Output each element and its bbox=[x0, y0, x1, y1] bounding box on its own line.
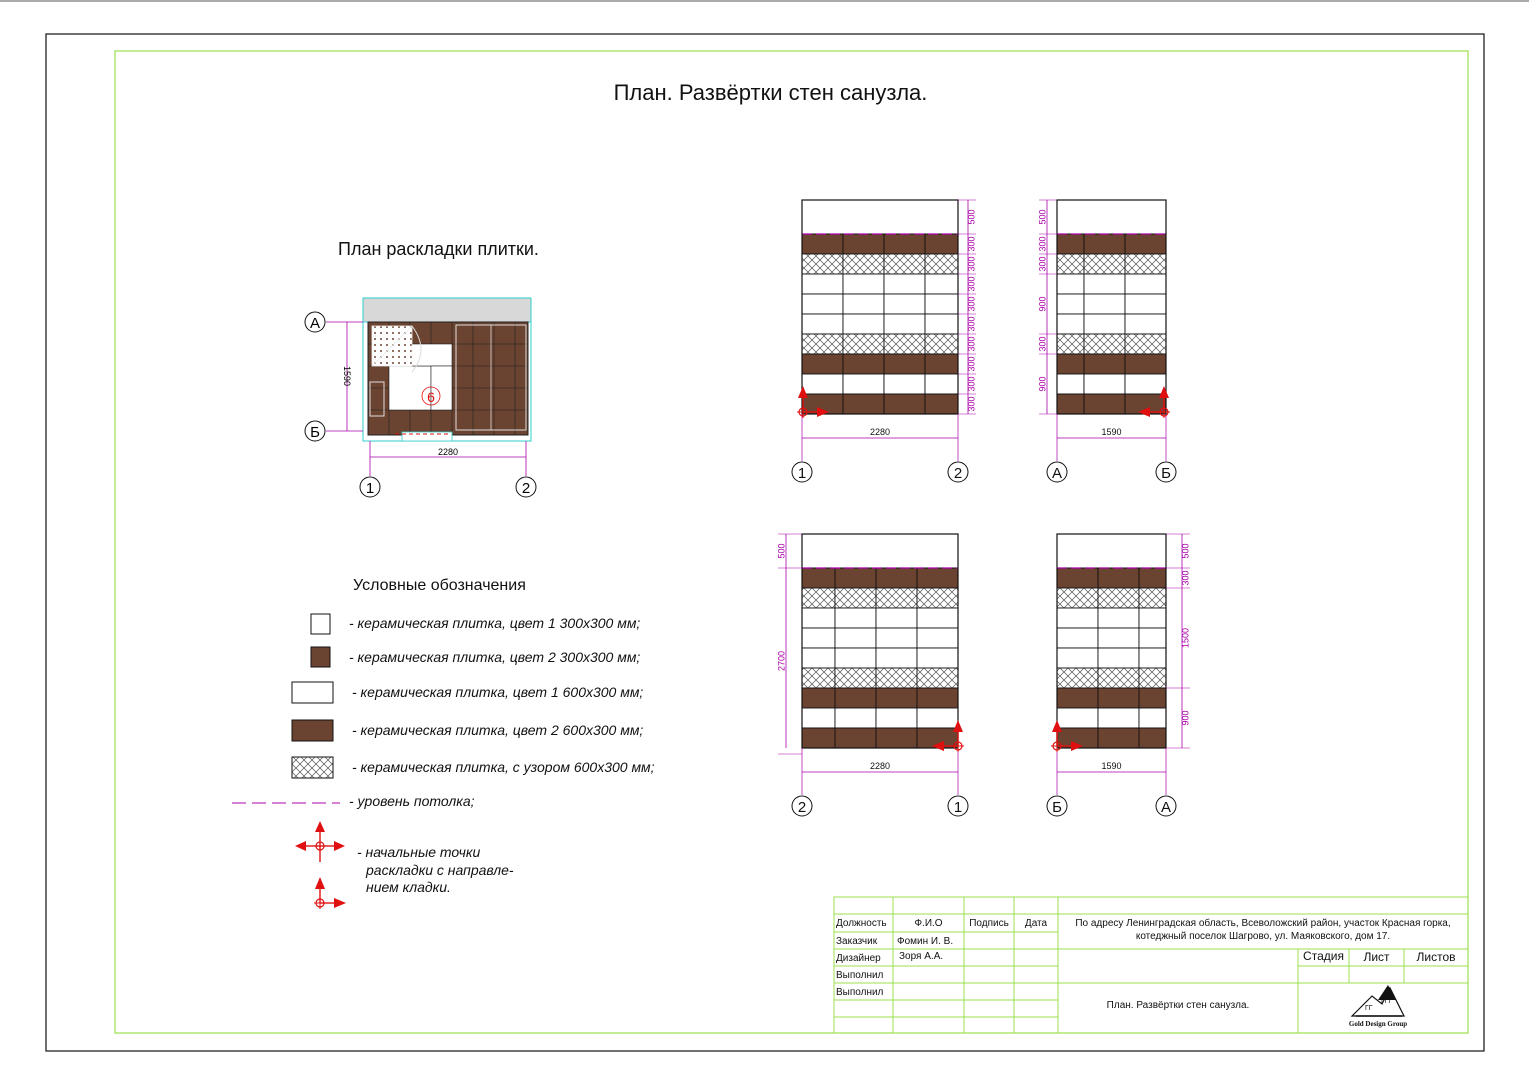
tile bbox=[843, 314, 884, 334]
stamp-role: Дизайнер bbox=[836, 953, 881, 964]
tile bbox=[1084, 254, 1125, 274]
wall-blank-zone bbox=[1057, 534, 1166, 568]
svg-text:ГГГ: ГГГ bbox=[1381, 998, 1393, 1005]
dimension-label: 900 bbox=[1180, 710, 1191, 726]
tile bbox=[1084, 394, 1125, 414]
marker-corner-icon bbox=[314, 877, 346, 909]
tile bbox=[843, 394, 884, 414]
dimension-label: 500 bbox=[776, 543, 787, 559]
legend-start-line-2: раскладки с направле- bbox=[366, 862, 514, 878]
legend-item-white-600: - керамическая плитка, цвет 1 600х300 мм; bbox=[352, 684, 644, 700]
tile bbox=[802, 588, 835, 608]
legend-item-brown-300: - керамическая плитка, цвет 2 300х300 мм; bbox=[349, 649, 641, 665]
stamp-header-position: Должность bbox=[836, 918, 887, 929]
swatch-white-300 bbox=[311, 614, 330, 634]
tile bbox=[925, 314, 958, 334]
elevation-wall-B-A bbox=[1047, 534, 1190, 816]
tile-layout-plan bbox=[305, 298, 536, 497]
tile bbox=[835, 648, 876, 668]
tile bbox=[884, 374, 925, 394]
dimension-label: 300 bbox=[1037, 256, 1048, 272]
tile bbox=[1057, 668, 1098, 688]
tile bbox=[1098, 668, 1139, 688]
tile bbox=[843, 354, 884, 374]
tile bbox=[1084, 274, 1125, 294]
tile bbox=[1139, 628, 1166, 648]
tile bbox=[925, 274, 958, 294]
dimension-label: 300 bbox=[966, 256, 977, 272]
tile bbox=[876, 648, 917, 668]
wall-elevations bbox=[776, 200, 1190, 816]
stamp-person: Фомин И. В. bbox=[897, 936, 954, 947]
tile bbox=[925, 354, 958, 374]
tile bbox=[876, 708, 917, 728]
legend-item-white-300: - керамическая плитка, цвет 1 300х300 мм; bbox=[349, 615, 641, 631]
plan-axis-b: Б bbox=[310, 424, 320, 441]
width-dimension-label: 2280 bbox=[869, 427, 891, 437]
plan-subtitle: План раскладки плитки. bbox=[338, 239, 539, 259]
stamp-role: Выполнил bbox=[836, 970, 884, 981]
tile bbox=[1139, 728, 1166, 748]
tile bbox=[917, 628, 958, 648]
tile bbox=[1125, 354, 1166, 374]
tile bbox=[876, 668, 917, 688]
tile bbox=[1139, 588, 1166, 608]
axis-label: 2 bbox=[797, 799, 807, 816]
legend-swatches bbox=[232, 614, 340, 803]
width-dimension-label: 1590 bbox=[1101, 427, 1122, 437]
tile bbox=[1139, 668, 1166, 688]
tile bbox=[843, 274, 884, 294]
dimension-label: 300 bbox=[966, 316, 977, 332]
legend-item-brown-600: - керамическая плитка, цвет 2 600х300 мм; bbox=[352, 722, 644, 738]
tile bbox=[802, 274, 843, 294]
svg-text:ГГ: ГГ bbox=[1365, 1005, 1373, 1012]
legend-start-markers bbox=[295, 821, 346, 909]
tile bbox=[917, 648, 958, 668]
stamp-header-name: Ф.И.О bbox=[914, 918, 943, 929]
tile bbox=[1057, 708, 1098, 728]
stamp-sheet: Лист bbox=[1363, 950, 1390, 964]
tile bbox=[802, 568, 835, 588]
tile bbox=[843, 254, 884, 274]
stamp-header-signature: Подпись bbox=[969, 918, 1009, 929]
axis-label: 1 bbox=[953, 799, 963, 816]
tile bbox=[802, 708, 835, 728]
tile bbox=[802, 728, 835, 748]
tile bbox=[1139, 708, 1166, 728]
tile bbox=[843, 294, 884, 314]
wall-blank-zone bbox=[1057, 200, 1166, 234]
dimension-label: 300 bbox=[966, 376, 977, 392]
dimension-label: 300 bbox=[1037, 336, 1048, 352]
dimension-label: 300 bbox=[966, 296, 977, 312]
tile bbox=[802, 668, 835, 688]
tile bbox=[835, 668, 876, 688]
tile bbox=[925, 334, 958, 354]
dimension-label: 2700 bbox=[776, 650, 787, 672]
width-dimension-label: 1590 bbox=[1101, 761, 1122, 771]
plan-width-dimension: 2280 bbox=[437, 447, 459, 457]
plan-height-dimension: 1590 bbox=[342, 365, 352, 387]
tile bbox=[876, 588, 917, 608]
legend-start-line-1: - начальные точки bbox=[357, 844, 481, 860]
dimension-label: 300 bbox=[966, 356, 977, 372]
elevation-wall-1-2 bbox=[792, 200, 976, 482]
elevation-wall-A-B bbox=[1037, 200, 1176, 482]
tile bbox=[835, 568, 876, 588]
tile bbox=[1098, 568, 1139, 588]
tile bbox=[843, 374, 884, 394]
swatch-white-600 bbox=[292, 682, 333, 703]
tile bbox=[1057, 374, 1084, 394]
tile bbox=[917, 708, 958, 728]
tile bbox=[802, 294, 843, 314]
tile bbox=[884, 354, 925, 374]
tile bbox=[917, 608, 958, 628]
tile bbox=[1125, 234, 1166, 254]
tile bbox=[925, 234, 958, 254]
tile bbox=[835, 588, 876, 608]
tile bbox=[1057, 334, 1084, 354]
tile bbox=[1057, 274, 1084, 294]
stamp-drawing-title: План. Развёртки стен санузла. bbox=[1106, 1000, 1250, 1011]
tile bbox=[802, 608, 835, 628]
dimension-label: 300 bbox=[966, 336, 977, 352]
stamp-stage: Стадия bbox=[1303, 949, 1344, 963]
tile bbox=[876, 568, 917, 588]
dimension-label: 500 bbox=[1180, 543, 1191, 559]
tile bbox=[917, 588, 958, 608]
dimension-label: 300 bbox=[1180, 570, 1191, 586]
legend-item-ceiling: - уровень потолка; bbox=[349, 793, 475, 809]
tile bbox=[835, 708, 876, 728]
tile bbox=[1125, 374, 1166, 394]
tile bbox=[917, 668, 958, 688]
tile bbox=[1098, 648, 1139, 668]
tile bbox=[1057, 608, 1098, 628]
tile bbox=[1057, 314, 1084, 334]
tile bbox=[802, 648, 835, 668]
plan-axis-1: 1 bbox=[365, 480, 375, 497]
tile bbox=[884, 334, 925, 354]
tile bbox=[884, 314, 925, 334]
tile bbox=[835, 608, 876, 628]
tile bbox=[876, 688, 917, 708]
marker-cross-icon bbox=[295, 821, 345, 862]
tile bbox=[835, 628, 876, 648]
dimension-label: 500 bbox=[1037, 209, 1048, 225]
stamp-sheets: Листов bbox=[1416, 950, 1456, 964]
tile bbox=[1084, 314, 1125, 334]
tile bbox=[802, 234, 843, 254]
tile bbox=[884, 234, 925, 254]
swatch-brown-300 bbox=[311, 647, 330, 667]
stamp-person: Зоря А.А. bbox=[899, 951, 944, 962]
tile bbox=[1057, 354, 1084, 374]
tile bbox=[1057, 254, 1084, 274]
tile bbox=[1098, 708, 1139, 728]
axis-label: 1 bbox=[797, 465, 807, 482]
page-title: План. Развёртки стен санузла. bbox=[613, 80, 928, 105]
tile bbox=[802, 314, 843, 334]
legend-item-pattern-600: - керамическая плитка, с узором 600х300 мм; bbox=[352, 759, 655, 775]
dimension-label: 1500 bbox=[1180, 627, 1191, 649]
tile bbox=[884, 254, 925, 274]
tile bbox=[1125, 254, 1166, 274]
tile bbox=[835, 688, 876, 708]
axis-label: Б bbox=[1161, 465, 1171, 482]
tile bbox=[802, 374, 843, 394]
tile bbox=[1057, 588, 1098, 608]
plan-axis-2: 2 bbox=[521, 480, 531, 497]
outer-frame bbox=[46, 34, 1484, 1051]
tile bbox=[835, 728, 876, 748]
company-name: Gold Design Group bbox=[1348, 1020, 1408, 1028]
tile bbox=[876, 608, 917, 628]
tile bbox=[843, 334, 884, 354]
tile bbox=[1098, 588, 1139, 608]
tile bbox=[1084, 354, 1125, 374]
dimension-label: 300 bbox=[966, 396, 977, 412]
dimension-label: 900 bbox=[1037, 376, 1048, 392]
tile bbox=[1057, 688, 1098, 708]
dimension-label: 300 bbox=[1037, 236, 1048, 252]
axis-label: 2 bbox=[953, 465, 963, 482]
tile bbox=[802, 688, 835, 708]
tile bbox=[876, 728, 917, 748]
tile bbox=[843, 234, 884, 254]
legend-title: Условные обозначения bbox=[353, 577, 526, 594]
width-dimension-label: 2280 bbox=[869, 761, 891, 771]
dimension-label: 300 bbox=[966, 236, 977, 252]
axis-label: А bbox=[1160, 799, 1172, 816]
dimension-label: 300 bbox=[966, 276, 977, 292]
axis-label: А bbox=[1051, 465, 1063, 482]
tile bbox=[925, 254, 958, 274]
tile bbox=[1098, 628, 1139, 648]
tile bbox=[1125, 334, 1166, 354]
tile bbox=[1139, 608, 1166, 628]
wall-blank-zone bbox=[802, 200, 958, 234]
stamp-role: Выполнил bbox=[836, 987, 884, 998]
tile bbox=[1139, 568, 1166, 588]
tile bbox=[1098, 728, 1139, 748]
elevation-wall-2-1 bbox=[776, 534, 968, 816]
plan-axis-a: А bbox=[309, 315, 321, 332]
tile bbox=[1057, 568, 1098, 588]
tile bbox=[802, 628, 835, 648]
tile bbox=[925, 394, 958, 414]
tile bbox=[884, 294, 925, 314]
tile bbox=[1084, 234, 1125, 254]
tile bbox=[1125, 274, 1166, 294]
tile bbox=[1139, 688, 1166, 708]
stamp-header-date: Дата bbox=[1024, 918, 1048, 929]
tile bbox=[1057, 294, 1084, 314]
tile bbox=[1098, 688, 1139, 708]
axis-label: Б bbox=[1052, 799, 1062, 816]
tile bbox=[1057, 648, 1098, 668]
stamp-role: Заказчик bbox=[836, 936, 878, 947]
tile bbox=[1057, 628, 1098, 648]
tile bbox=[876, 628, 917, 648]
tile bbox=[802, 354, 843, 374]
tile bbox=[925, 294, 958, 314]
company-logo bbox=[1352, 985, 1404, 1016]
tile bbox=[884, 394, 925, 414]
dimension-label: 500 bbox=[966, 209, 977, 225]
tile bbox=[884, 274, 925, 294]
tile bbox=[1125, 314, 1166, 334]
wall-blank-zone bbox=[802, 534, 958, 568]
tile bbox=[1084, 294, 1125, 314]
tile bbox=[1098, 608, 1139, 628]
swatch-pattern-600 bbox=[292, 757, 333, 778]
tile bbox=[1084, 334, 1125, 354]
tile bbox=[917, 688, 958, 708]
stamp-address-line-2: котеджный поселок Шагрово, ул. Маяковского, дом 17. bbox=[1135, 931, 1391, 942]
tile bbox=[1057, 234, 1084, 254]
tile bbox=[1084, 374, 1125, 394]
dimension-label: 900 bbox=[1037, 296, 1048, 312]
tile bbox=[1139, 648, 1166, 668]
swatch-brown-600 bbox=[292, 720, 333, 741]
tile bbox=[925, 374, 958, 394]
tile bbox=[802, 334, 843, 354]
room-mark: 6 bbox=[427, 389, 435, 405]
tile bbox=[1125, 294, 1166, 314]
tile bbox=[1057, 394, 1084, 414]
tile bbox=[802, 254, 843, 274]
tile bbox=[917, 568, 958, 588]
stamp-address-line-1: По адресу Ленинградская область, Всеволожский район, участок Красная горка, bbox=[1075, 918, 1451, 929]
legend-start-line-3: нием кладки. bbox=[366, 879, 451, 895]
